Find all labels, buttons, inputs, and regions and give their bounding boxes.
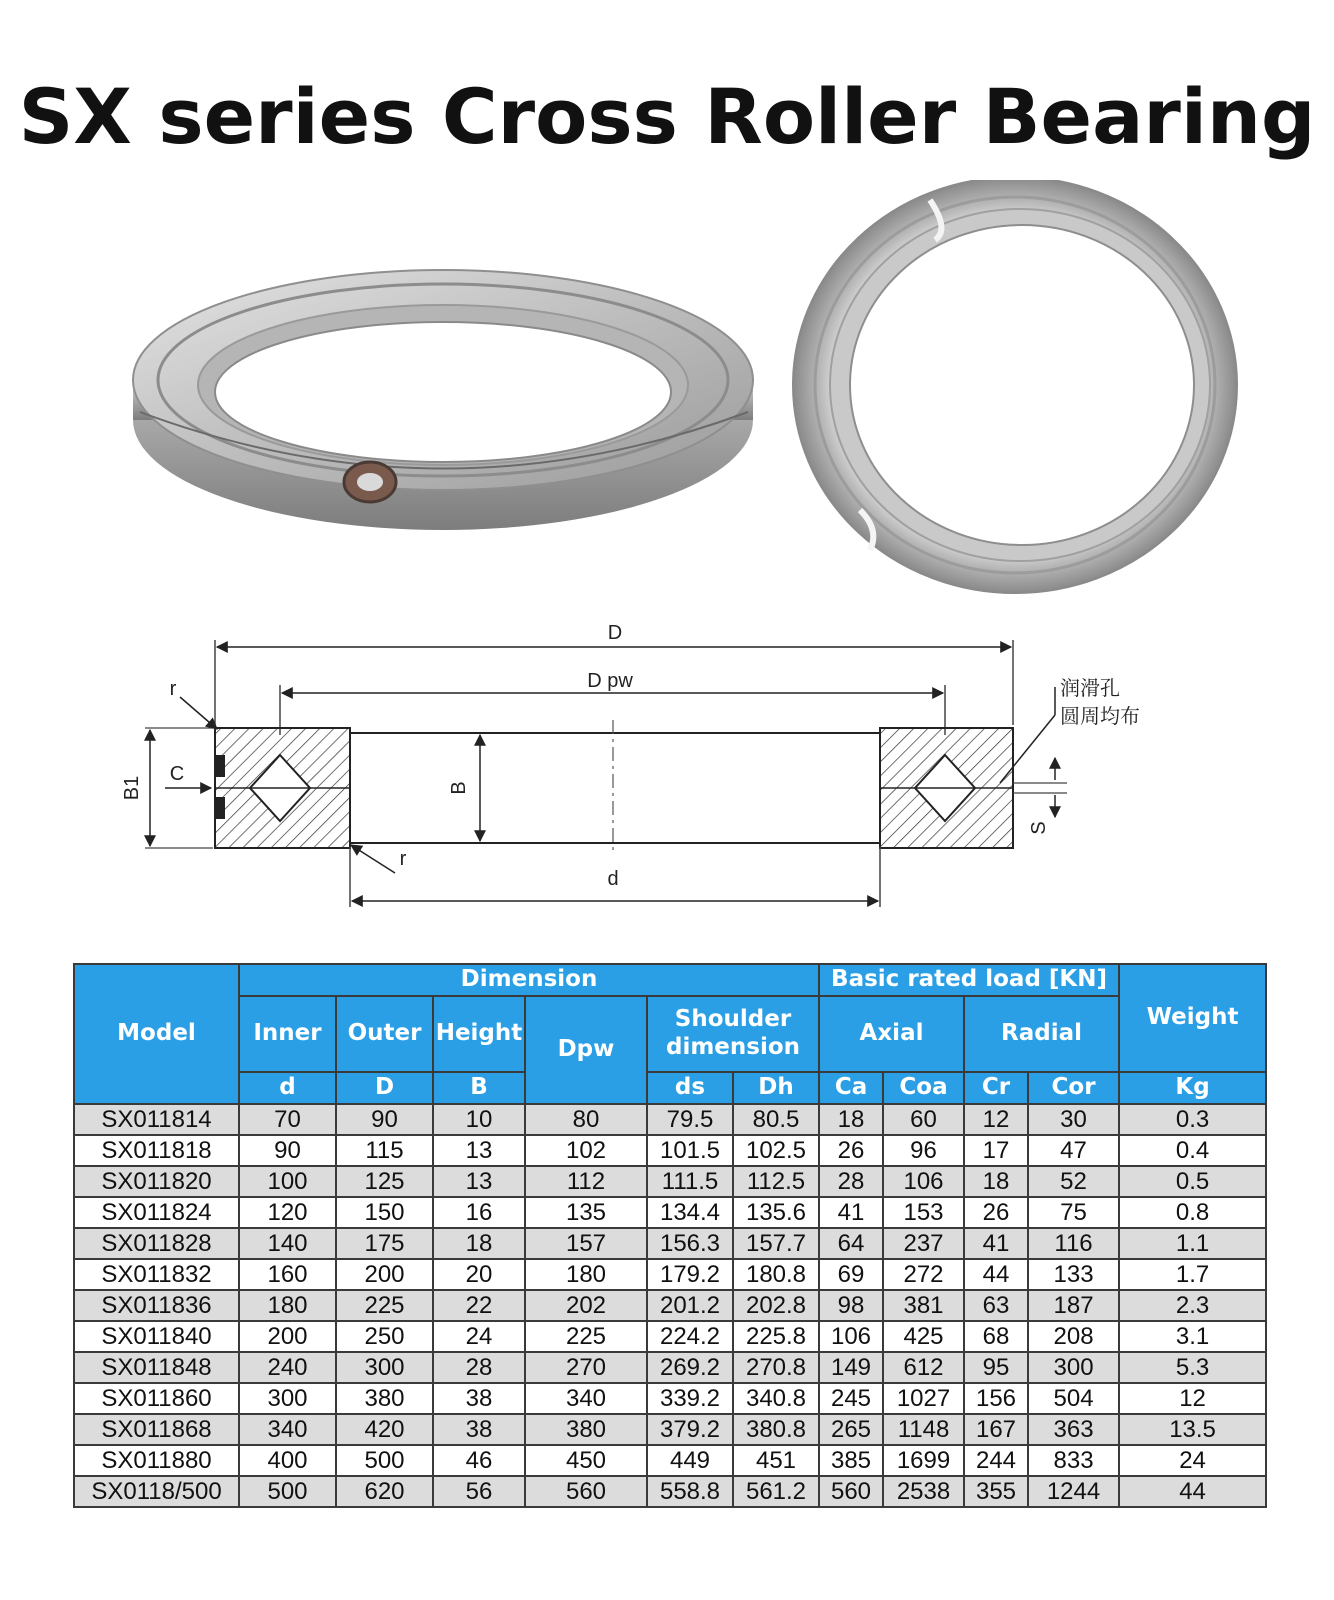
cell-Coa: 96 (883, 1135, 964, 1166)
cell-model: SX011848 (74, 1352, 239, 1383)
cell-model: SX011820 (74, 1166, 239, 1197)
header-unit-Ca: Ca (819, 1072, 883, 1104)
cell-D: 150 (336, 1197, 433, 1228)
table-row (74, 1383, 1266, 1414)
cell-B: 13 (433, 1166, 525, 1197)
cell-ds: 449 (647, 1445, 733, 1476)
cell-ds: 156.3 (647, 1228, 733, 1259)
cell-D: 380 (336, 1383, 433, 1414)
header-model: Model (74, 964, 239, 1104)
cell-B: 20 (433, 1259, 525, 1290)
cell-Ca: 26 (819, 1135, 883, 1166)
cell-d: 500 (239, 1476, 336, 1507)
cell-Dh: 451 (733, 1445, 819, 1476)
cell-weight: 2.3 (1119, 1290, 1266, 1321)
cell-Dh: 380.8 (733, 1414, 819, 1445)
header-inner: Inner (239, 996, 336, 1072)
table-row (74, 1104, 1266, 1135)
dim-label-d: d (607, 868, 619, 890)
cell-Coa: 2538 (883, 1476, 964, 1507)
cell-B: 13 (433, 1135, 525, 1166)
cell-D: 500 (336, 1445, 433, 1476)
cell-model: SX011814 (74, 1104, 239, 1135)
cell-B: 10 (433, 1104, 525, 1135)
header-unit-Cr: Cr (964, 1072, 1028, 1104)
cell-D: 300 (336, 1352, 433, 1383)
cell-Cr: 95 (964, 1352, 1028, 1383)
cell-Cr: 355 (964, 1476, 1028, 1507)
cell-weight: 1.7 (1119, 1259, 1266, 1290)
header-radial: Radial (964, 996, 1119, 1072)
cell-Ca: 245 (819, 1383, 883, 1414)
cell-d: 300 (239, 1383, 336, 1414)
cell-Cor: 363 (1028, 1414, 1119, 1445)
cell-model: SX011868 (74, 1414, 239, 1445)
cell-weight: 13.5 (1119, 1414, 1266, 1445)
cell-dpw: 450 (525, 1445, 647, 1476)
cell-Dh: 102.5 (733, 1135, 819, 1166)
dim-label-B1: B1 (121, 775, 143, 801)
cell-Cor: 133 (1028, 1259, 1119, 1290)
header-outer: Outer (336, 996, 433, 1072)
table-row (74, 1290, 1266, 1321)
table-row (74, 1197, 1266, 1228)
cell-Dh: 340.8 (733, 1383, 819, 1414)
cell-Cr: 26 (964, 1197, 1028, 1228)
cell-dpw: 270 (525, 1352, 647, 1383)
cell-Ca: 106 (819, 1321, 883, 1352)
cell-Ca: 149 (819, 1352, 883, 1383)
header-axial: Axial (819, 996, 964, 1072)
cell-Cor: 187 (1028, 1290, 1119, 1321)
bearing-photo-front (793, 180, 1237, 593)
cell-Coa: 425 (883, 1321, 964, 1352)
cell-Cr: 17 (964, 1135, 1028, 1166)
cell-Coa: 153 (883, 1197, 964, 1228)
cell-model: SX011818 (74, 1135, 239, 1166)
cell-dpw: 112 (525, 1166, 647, 1197)
cell-Dh: 180.8 (733, 1259, 819, 1290)
cell-Coa: 381 (883, 1290, 964, 1321)
cell-D: 420 (336, 1414, 433, 1445)
cell-D: 175 (336, 1228, 433, 1259)
cell-weight: 24 (1119, 1445, 1266, 1476)
cell-ds: 111.5 (647, 1166, 733, 1197)
cell-Coa: 1027 (883, 1383, 964, 1414)
cell-ds: 134.4 (647, 1197, 733, 1228)
cell-Ca: 560 (819, 1476, 883, 1507)
cell-dpw: 157 (525, 1228, 647, 1259)
table-row (74, 1445, 1266, 1476)
cell-model: SX011880 (74, 1445, 239, 1476)
cell-dpw: 80 (525, 1104, 647, 1135)
cell-B: 38 (433, 1383, 525, 1414)
cell-d: 100 (239, 1166, 336, 1197)
cell-Cr: 244 (964, 1445, 1028, 1476)
header-dimension: Dimension (239, 964, 819, 996)
cell-model: SX011828 (74, 1228, 239, 1259)
cell-Coa: 272 (883, 1259, 964, 1290)
cell-Cr: 167 (964, 1414, 1028, 1445)
dim-label-C: C (169, 763, 185, 785)
cell-Ca: 385 (819, 1445, 883, 1476)
cell-weight: 12 (1119, 1383, 1266, 1414)
cell-weight: 44 (1119, 1476, 1266, 1507)
cell-B: 56 (433, 1476, 525, 1507)
cell-ds: 101.5 (647, 1135, 733, 1166)
cell-weight: 0.3 (1119, 1104, 1266, 1135)
cell-Coa: 612 (883, 1352, 964, 1383)
cell-Dh: 225.8 (733, 1321, 819, 1352)
cell-B: 28 (433, 1352, 525, 1383)
cell-model: SX011824 (74, 1197, 239, 1228)
lubrication-note-line1: 润滑孔 (1060, 678, 1120, 700)
cell-weight: 0.8 (1119, 1197, 1266, 1228)
cell-ds: 201.2 (647, 1290, 733, 1321)
cell-Ca: 28 (819, 1166, 883, 1197)
cell-Cor: 52 (1028, 1166, 1119, 1197)
header-basic-rated-load: Basic rated load [KN] (819, 964, 1119, 996)
cell-d: 240 (239, 1352, 336, 1383)
cell-D: 250 (336, 1321, 433, 1352)
header-unit-d: d (239, 1072, 336, 1104)
cell-Cr: 68 (964, 1321, 1028, 1352)
cell-D: 200 (336, 1259, 433, 1290)
dim-label-D: D (607, 625, 623, 644)
cell-model: SX011836 (74, 1290, 239, 1321)
table-row (74, 1414, 1266, 1445)
header-unit-Cor: Cor (1028, 1072, 1119, 1104)
cell-ds: 179.2 (647, 1259, 733, 1290)
page-title: SX series Cross Roller Bearing (18, 72, 1316, 161)
cell-d: 140 (239, 1228, 336, 1259)
cell-Cor: 47 (1028, 1135, 1119, 1166)
header-unit-ds: ds (647, 1072, 733, 1104)
cell-Ca: 98 (819, 1290, 883, 1321)
dim-label-B: B (448, 781, 470, 795)
cell-Cr: 156 (964, 1383, 1028, 1414)
cell-dpw: 340 (525, 1383, 647, 1414)
cell-Cor: 300 (1028, 1352, 1119, 1383)
cell-Cor: 833 (1028, 1445, 1119, 1476)
lubrication-note-line2: 圆周均布 (1060, 706, 1140, 728)
spec-table (73, 963, 1267, 1508)
cell-d: 180 (239, 1290, 336, 1321)
cell-Ca: 265 (819, 1414, 883, 1445)
cell-Cor: 208 (1028, 1321, 1119, 1352)
cell-B: 16 (433, 1197, 525, 1228)
cell-dpw: 102 (525, 1135, 647, 1166)
cell-model: SX0118/500 (74, 1476, 239, 1507)
cell-ds: 339.2 (647, 1383, 733, 1414)
cell-Cr: 12 (964, 1104, 1028, 1135)
cell-Cor: 116 (1028, 1228, 1119, 1259)
cell-Dh: 112.5 (733, 1166, 819, 1197)
cell-Ca: 64 (819, 1228, 883, 1259)
cell-dpw: 380 (525, 1414, 647, 1445)
cell-D: 225 (336, 1290, 433, 1321)
cell-Ca: 69 (819, 1259, 883, 1290)
cell-Coa: 106 (883, 1166, 964, 1197)
table-row (74, 1321, 1266, 1352)
cell-d: 400 (239, 1445, 336, 1476)
bearing-photos (0, 180, 1334, 610)
cell-ds: 224.2 (647, 1321, 733, 1352)
cell-B: 38 (433, 1414, 525, 1445)
cell-weight: 5.3 (1119, 1352, 1266, 1383)
header-unit-Dh: Dh (733, 1072, 819, 1104)
table-row (74, 1166, 1266, 1197)
cell-B: 18 (433, 1228, 525, 1259)
cell-ds: 558.8 (647, 1476, 733, 1507)
cell-B: 22 (433, 1290, 525, 1321)
cell-model: SX011840 (74, 1321, 239, 1352)
cell-Dh: 80.5 (733, 1104, 819, 1135)
header-unit-Coa: Coa (883, 1072, 964, 1104)
cell-dpw: 202 (525, 1290, 647, 1321)
cell-Cor: 504 (1028, 1383, 1119, 1414)
cell-d: 120 (239, 1197, 336, 1228)
cell-Cor: 75 (1028, 1197, 1119, 1228)
cell-Coa: 1699 (883, 1445, 964, 1476)
header-unit-kg: Kg (1119, 1072, 1266, 1104)
cell-Cor: 1244 (1028, 1476, 1119, 1507)
cell-Dh: 202.8 (733, 1290, 819, 1321)
cell-ds: 79.5 (647, 1104, 733, 1135)
cell-model: SX011860 (74, 1383, 239, 1414)
cell-d: 160 (239, 1259, 336, 1290)
table-row (74, 1352, 1266, 1383)
cell-Dh: 157.7 (733, 1228, 819, 1259)
cell-D: 125 (336, 1166, 433, 1197)
cell-D: 90 (336, 1104, 433, 1135)
cell-Coa: 237 (883, 1228, 964, 1259)
cell-Cr: 41 (964, 1228, 1028, 1259)
cell-weight: 3.1 (1119, 1321, 1266, 1352)
cell-dpw: 180 (525, 1259, 647, 1290)
cell-dpw: 135 (525, 1197, 647, 1228)
cell-Cr: 44 (964, 1259, 1028, 1290)
cell-weight: 1.1 (1119, 1228, 1266, 1259)
cell-model: SX011832 (74, 1259, 239, 1290)
cell-d: 90 (239, 1135, 336, 1166)
table-row (74, 1476, 1266, 1507)
table-row (74, 1259, 1266, 1290)
cell-Cr: 18 (964, 1166, 1028, 1197)
cell-Dh: 135.6 (733, 1197, 819, 1228)
cell-d: 340 (239, 1414, 336, 1445)
dim-label-r-bottom: r (399, 848, 407, 870)
cell-ds: 269.2 (647, 1352, 733, 1383)
cell-Coa: 60 (883, 1104, 964, 1135)
cell-d: 70 (239, 1104, 336, 1135)
spec-table-body (74, 1104, 1266, 1507)
dim-label-Dpw: D pw (587, 670, 633, 692)
cell-ds: 379.2 (647, 1414, 733, 1445)
bearing-photo-perspective (133, 270, 753, 530)
cell-Ca: 18 (819, 1104, 883, 1135)
cell-B: 24 (433, 1321, 525, 1352)
dim-label-S: S (1028, 821, 1050, 835)
cell-Ca: 41 (819, 1197, 883, 1228)
header-unit-D: D (336, 1072, 433, 1104)
cell-D: 620 (336, 1476, 433, 1507)
dim-label-r-top: r (169, 678, 177, 700)
cell-dpw: 560 (525, 1476, 647, 1507)
cell-D: 115 (336, 1135, 433, 1166)
cell-B: 46 (433, 1445, 525, 1476)
cell-Cr: 63 (964, 1290, 1028, 1321)
cell-weight: 0.5 (1119, 1166, 1266, 1197)
table-row (74, 1135, 1266, 1166)
header-height: Height (433, 996, 525, 1072)
header-unit-B: B (433, 1072, 525, 1104)
cross-section-drawing (55, 625, 1275, 925)
cell-d: 200 (239, 1321, 336, 1352)
cell-dpw: 225 (525, 1321, 647, 1352)
cell-weight: 0.4 (1119, 1135, 1266, 1166)
header-weight: Weight (1119, 964, 1266, 1072)
table-row (74, 1228, 1266, 1259)
header-shoulder-dimension: Shoulder dimension (647, 996, 819, 1072)
cell-Dh: 561.2 (733, 1476, 819, 1507)
header-dpw: Dpw (525, 996, 647, 1104)
cell-Coa: 1148 (883, 1414, 964, 1445)
cell-Cor: 30 (1028, 1104, 1119, 1135)
cell-Dh: 270.8 (733, 1352, 819, 1383)
